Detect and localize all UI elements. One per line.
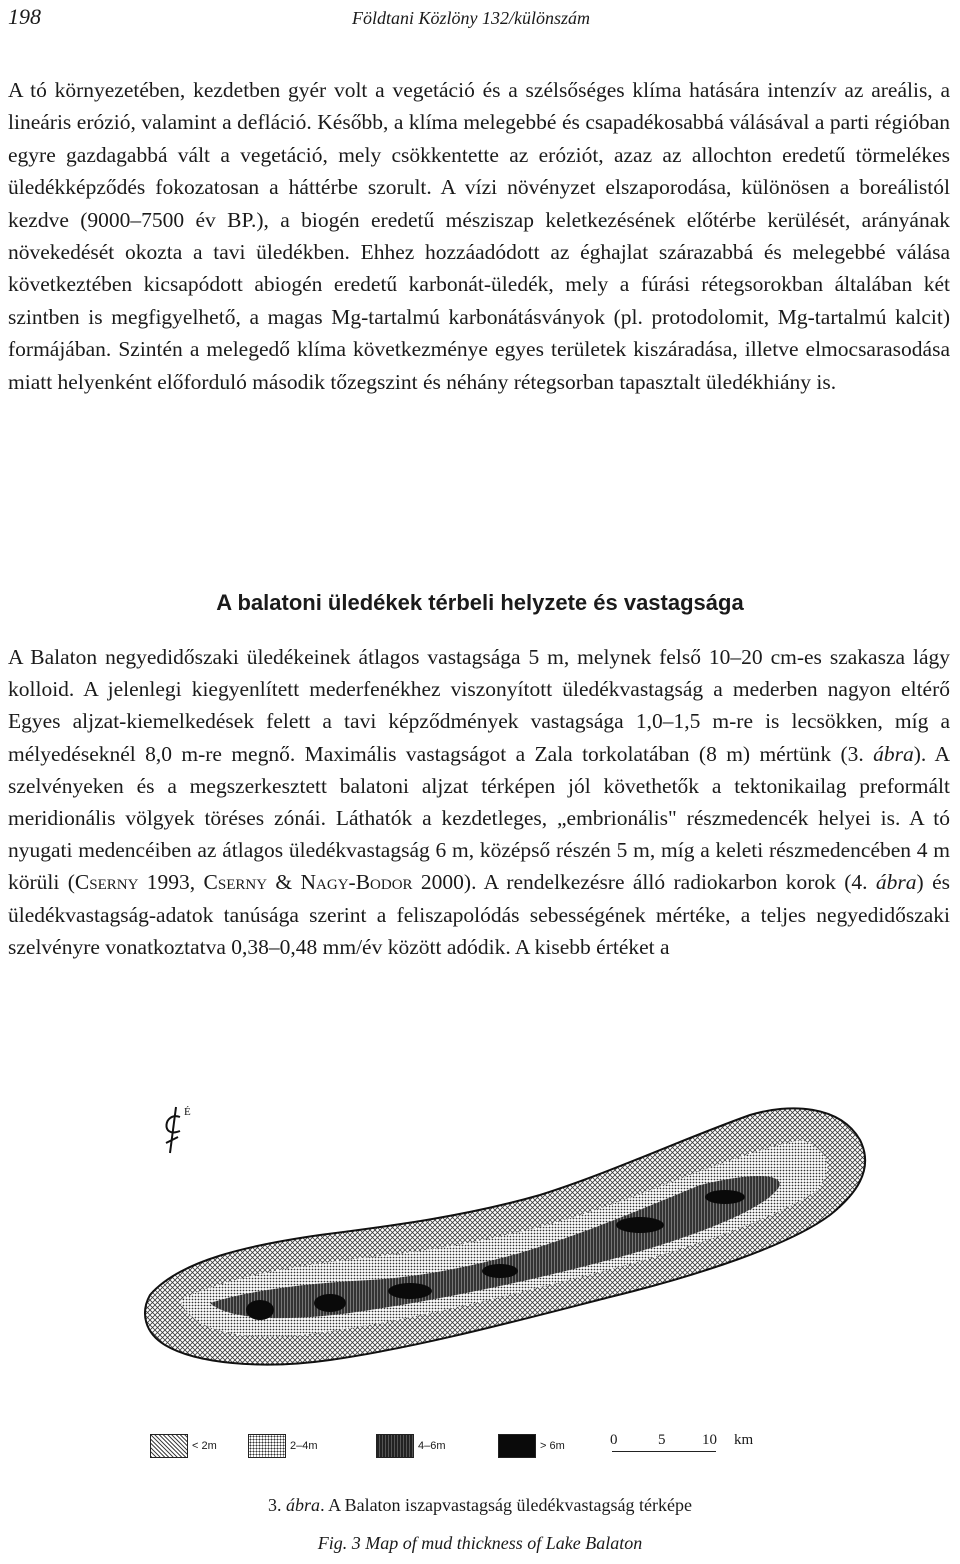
p2-text-4: & xyxy=(267,870,301,895)
lake-balaton-map xyxy=(140,1085,920,1385)
body-paragraph-1: A tó környezetében, kezdetben gyér volt a vegetáció és a szélsőséges klíma hatására intenzív az areális, a lineáris erózió, valamint a defláció. Később, a klíma melegebbé és csapadékosabbá válásával a parti régióban egyre gazdagabbá vált a vegetáció, mely csökkentette az eróziót, azaz az allochton eredetű törmelékes üledékképződés fokozatosan a háttérbe szorult. A vízi növényzet elszaporodása, különösen a boreálistól kezdve (9000–7500 év BP.), a biogén eredetű mésziszap keletkezésének előtérbe kerülését, arányának növekedését okozta a tavi üledékben. Ehhez hozzáadódott az éghajlat szárazabbá és melegebbé válása következtében kicsapódott abiogén eredetű karbonát-üledék, mely a fúrási rétegsorokban általában két szintben is megfigyelhető, a magas Mg-tartalmú karbonátásványok (pl. protodolomit, Mg-tartalmú kalcit) formájában. Szintén a melegedő klíma következménye egyes területek kiszáradása, illetve elmocsarasodása miatt helyenként előforduló második tőzegszint és néhány rétegsorban tapasztalt üledékhiány is. xyxy=(8,78,950,394)
legend-item xyxy=(150,1434,217,1458)
legend-label: 4–6m xyxy=(418,1440,446,1452)
journal-title: Földtani Közlöny 132/különszám xyxy=(352,8,590,28)
map-legend xyxy=(150,1432,810,1466)
p2-text-3: 1993, xyxy=(138,870,204,895)
figure-caption-hu xyxy=(0,1495,960,1516)
scale-tick-label: 0 xyxy=(610,1432,618,1448)
crosshatch-swatch xyxy=(150,1434,188,1458)
legend-label: 2–4m xyxy=(290,1440,318,1452)
p2-text-2: ). A szelvényeken és a megszerkesztett balatoni aljzat térképen jól követhetők a tektonikailag preformált meridionális völgyek töréses zónái. Láthatók a kezdetleges, „embrionális" részmedencék helyei is. A tó nyugati medencéiben az átlagos üledékvastagság 6 m, középső részén 5 m, míg a keleti részmedencében 4 m körüli ( xyxy=(8,741,950,895)
scale-bar xyxy=(610,1432,910,1466)
citation-author: Nagy-Bodor xyxy=(300,870,413,895)
legend-item xyxy=(498,1434,565,1458)
page-number: 198 xyxy=(8,4,41,29)
scale-tick-label: 5 xyxy=(658,1432,666,1448)
legend-label: > 6m xyxy=(540,1440,565,1452)
legend-item xyxy=(248,1434,318,1458)
caption-word: ábra xyxy=(286,1495,321,1515)
body-paragraph-2 xyxy=(8,641,950,963)
north-label: É xyxy=(184,1106,191,1118)
caption-text: . A Balaton iszapvastagság üledékvastagság térképe xyxy=(320,1495,692,1515)
scale-unit: km xyxy=(734,1432,754,1448)
section-heading: A balatoni üledékek térbeli helyzete és vastagsága xyxy=(216,590,744,615)
solid-swatch xyxy=(498,1434,536,1458)
citation-author: Cserny xyxy=(203,870,268,895)
figure-reference: ábra xyxy=(875,870,917,895)
figure-caption-en: Fig. 3 Map of mud thickness of Lake Balaton xyxy=(317,1533,643,1553)
legend-item xyxy=(376,1434,446,1458)
scale-tick-label: 10 xyxy=(702,1432,717,1448)
citation-author: Cserny xyxy=(74,870,139,895)
caption-number: 3. xyxy=(268,1495,287,1515)
p2-text-1: A Balaton negyedidőszaki üledékeinek átlagos vastagsága 5 m, melynek felső 10–20 cm-es szakasza lágy kolloid. A jelenlegi kiegyenlített mederfenékhez viszonyított üledékvastagság a mederben nagyon eltérő Egyes aljzat-kiemelkedések felett a tavi képződmények vastagsága 1,0–1,5 m-re is lecsökken, míg a mélyedéseknél 8,0 m-re megnő. Maximális vastagságot a Zala torkolatában (8 m) mértünk (3. xyxy=(8,645,950,766)
dense-swatch xyxy=(376,1434,414,1458)
p2-text-5: 2000). A rendelkezésre álló radiokarbon korok (4. xyxy=(412,870,876,895)
page-header xyxy=(0,0,960,40)
north-arrow xyxy=(166,1106,191,1153)
figure-reference: ábra xyxy=(873,741,914,766)
legend-label: < 2m xyxy=(192,1440,217,1452)
p2-text-6: ) és üledékvastagság-adatok tanúsága szerint a feliszapolódás sebességének mértéke, a teljes negyedidőszaki szelvényre vonatkoztatva 0,38–0,48 mm/év között adódik. A kisebb értéket a xyxy=(8,870,950,959)
dots-swatch xyxy=(248,1434,286,1458)
scale-line xyxy=(612,1451,716,1452)
